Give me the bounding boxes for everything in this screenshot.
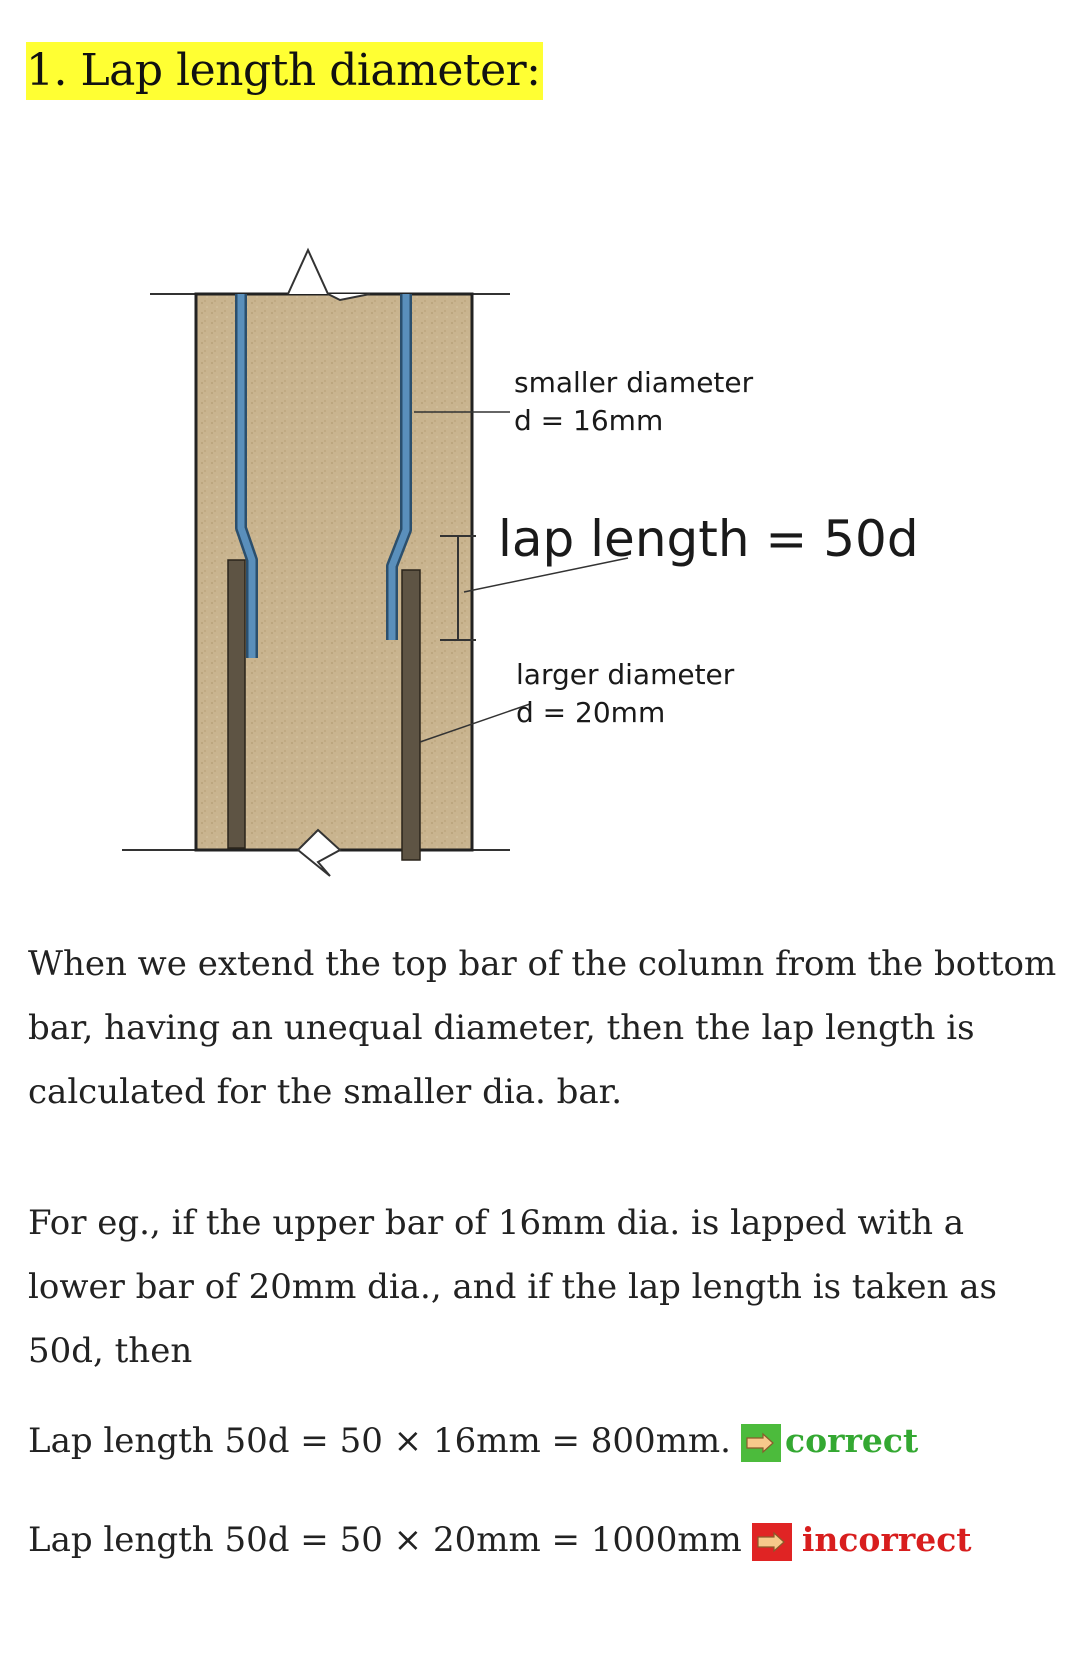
label-larger-line2: d = 20mm	[516, 696, 666, 729]
label-smaller-line1: smaller diameter	[514, 366, 754, 399]
explanation-paragraph: When we extend the top bar of the column from the bottom bar, having an unequal diameter, then the lap length is calculated for the smaller dia. bar.	[28, 944, 1057, 1112]
result-line-incorrect	[28, 1515, 972, 1565]
pointing-hand-icon	[741, 1424, 781, 1462]
formula-incorrect: Lap length 50d = 50 × 20mm = 1000mm	[28, 1520, 742, 1560]
pointing-hand-icon	[752, 1523, 792, 1561]
lower-bar-right	[402, 570, 420, 860]
verdict-correct: correct	[784, 1421, 919, 1460]
verdict-incorrect: incorrect	[801, 1520, 972, 1559]
formula-correct: Lap length 50d = 50 × 16mm = 800mm.	[28, 1421, 731, 1461]
result-line-correct	[28, 1416, 918, 1466]
label-lap-length: lap length = 50d	[498, 510, 919, 568]
lower-bar-left	[228, 560, 245, 848]
label-larger-line1: larger diameter	[516, 658, 735, 691]
example-paragraph: For eg., if the upper bar of 16mm dia. is lapped with a lower bar of 20mm dia., and if the lap length is taken as 50d, then	[28, 1203, 997, 1371]
section-heading: 1. Lap length diameter:	[26, 42, 543, 100]
label-smaller-line2: d = 16mm	[514, 404, 664, 437]
lap-length-diagram	[0, 230, 1080, 890]
